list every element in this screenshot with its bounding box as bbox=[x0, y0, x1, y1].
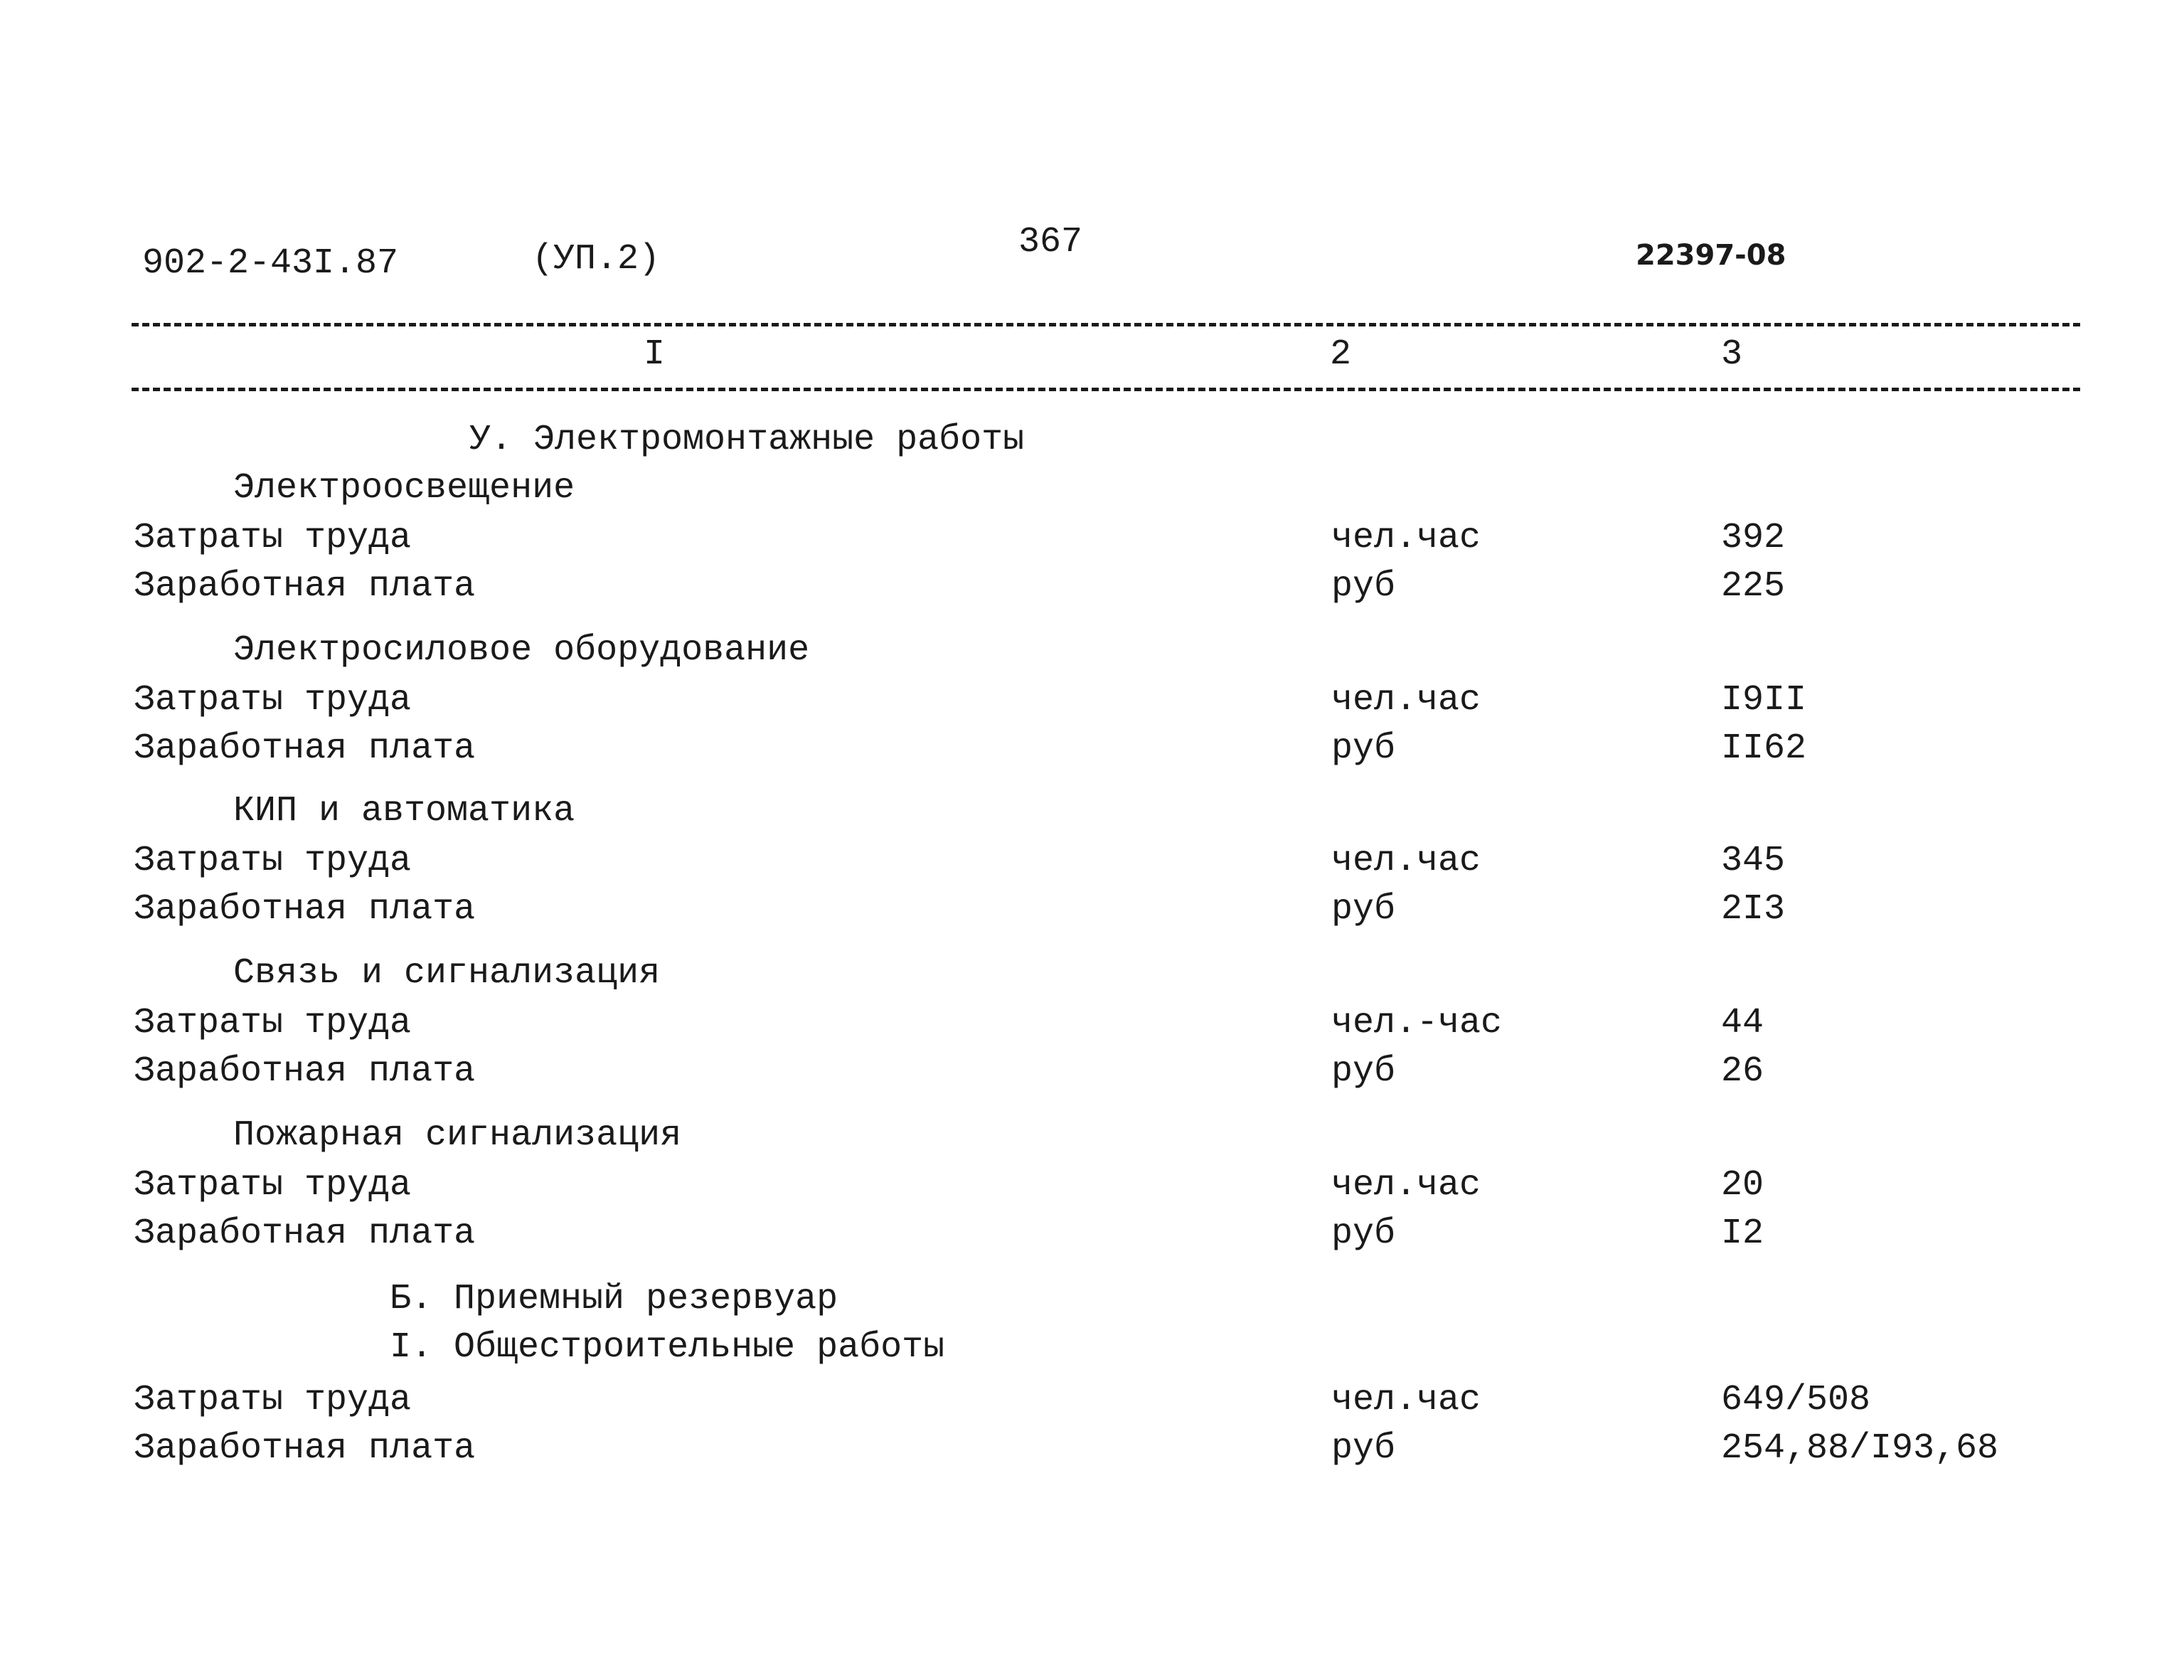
row-value: 225 bbox=[1721, 566, 1786, 607]
page-number: 367 bbox=[1018, 222, 1083, 262]
table-row bbox=[0, 566, 2184, 609]
subsection-title: I. Общестроительные работы bbox=[390, 1327, 945, 1368]
row-value: 20 bbox=[1721, 1165, 1764, 1206]
row-unit: руб bbox=[1331, 1428, 1396, 1469]
row-value: 649/508 bbox=[1721, 1380, 1871, 1420]
bottom-dashed-rule bbox=[132, 388, 2080, 391]
album-ref: (УП.2) bbox=[532, 239, 661, 280]
row-name: Затраты труда bbox=[134, 680, 412, 721]
row-name: Затраты труда bbox=[134, 841, 412, 881]
row-value: I9II bbox=[1721, 680, 1807, 721]
row-name: Затраты труда bbox=[134, 1165, 412, 1206]
row-unit: руб bbox=[1331, 1213, 1396, 1254]
row-name: Заработная плата bbox=[134, 1051, 476, 1092]
subsection-title: Электросиловое оборудование bbox=[233, 630, 810, 671]
row-name: Заработная плата bbox=[134, 728, 476, 769]
section-title: У. Электромонтажные работы bbox=[469, 420, 1025, 460]
table-row bbox=[0, 1165, 2184, 1208]
row-value: 26 bbox=[1721, 1051, 1764, 1092]
subsection-title: Пожарная сигнализация bbox=[233, 1115, 682, 1156]
table-row bbox=[0, 680, 2184, 723]
row-unit: руб bbox=[1331, 566, 1396, 607]
table-row bbox=[0, 1051, 2184, 1094]
row-value: I2 bbox=[1721, 1213, 1764, 1254]
row-value: II62 bbox=[1721, 728, 1807, 769]
row-unit: чел.час bbox=[1331, 1380, 1481, 1420]
table-row bbox=[0, 889, 2184, 932]
top-dashed-rule bbox=[132, 323, 2080, 326]
subsection-title: Электроосвещение bbox=[233, 468, 575, 509]
row-value: 345 bbox=[1721, 841, 1786, 881]
column-header-3: 3 bbox=[1721, 334, 1743, 375]
table-row bbox=[0, 1003, 2184, 1046]
row-name: Заработная плата bbox=[134, 1213, 476, 1254]
table-row bbox=[0, 518, 2184, 560]
row-unit: руб bbox=[1331, 889, 1396, 930]
row-unit: руб bbox=[1331, 1051, 1396, 1092]
table-row bbox=[0, 1380, 2184, 1423]
row-name: Затраты труда bbox=[134, 1003, 412, 1043]
subsection-title: Связь и сигнализация bbox=[233, 953, 661, 994]
row-unit: чел.час bbox=[1331, 518, 1481, 558]
row-value: 392 bbox=[1721, 518, 1786, 558]
row-unit: чел.час bbox=[1331, 680, 1481, 721]
table-row bbox=[0, 1428, 2184, 1471]
row-name: Заработная плата bbox=[134, 1428, 476, 1469]
doc-code: 902-2-43I.87 bbox=[142, 243, 399, 284]
column-header-1: I bbox=[644, 334, 666, 375]
row-name: Заработная плата bbox=[134, 566, 476, 607]
row-value: 2I3 bbox=[1721, 889, 1786, 930]
row-value: 44 bbox=[1721, 1003, 1764, 1043]
row-name: Затраты труда bbox=[134, 518, 412, 558]
column-header-2: 2 bbox=[1330, 334, 1352, 375]
stamp-number: 22397-08 bbox=[1636, 239, 1786, 272]
table-row bbox=[0, 1213, 2184, 1256]
subsection-title: КИП и автоматика bbox=[233, 791, 575, 831]
row-name: Затраты труда bbox=[134, 1380, 412, 1420]
row-unit: чел.час bbox=[1331, 841, 1481, 881]
table-row bbox=[0, 728, 2184, 771]
row-name: Заработная плата bbox=[134, 889, 476, 930]
table-row bbox=[0, 841, 2184, 883]
row-unit: чел.час bbox=[1331, 1165, 1481, 1206]
section-title: Б. Приемный резервуар bbox=[390, 1279, 838, 1319]
row-unit: руб bbox=[1331, 728, 1396, 769]
row-unit: чел.-час bbox=[1331, 1003, 1503, 1043]
row-value: 254,88/I93,68 bbox=[1721, 1428, 1999, 1469]
